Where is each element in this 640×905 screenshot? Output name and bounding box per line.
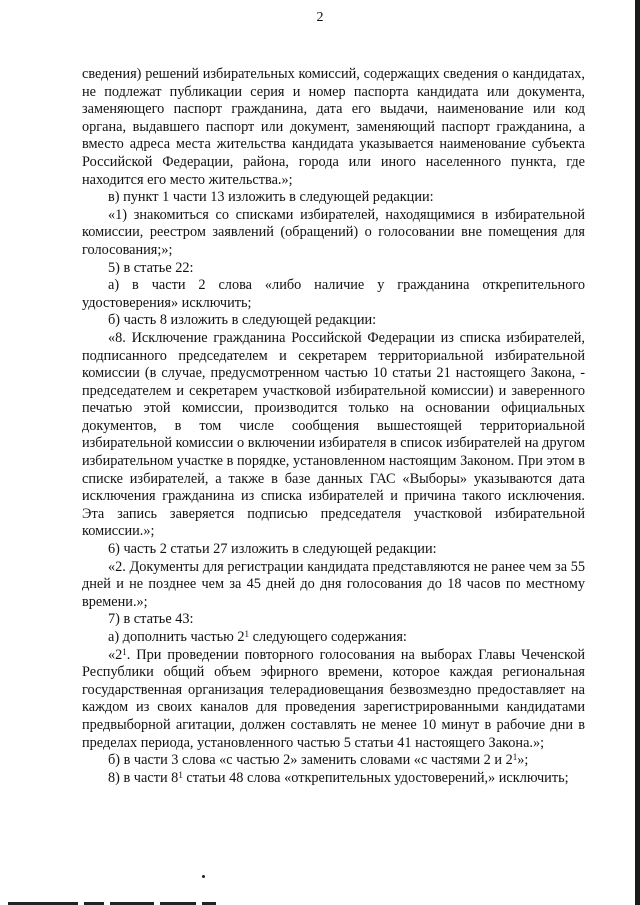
paragraph-text: «8. Исключение гражданина Российской Федерации из списка избирателей, подписанного председателем и секретарем территориальной избирательной комиссии (в случае, предусмотренном частью 10 статьи 21 настоящего Закона, - председателем и секретарем участковой избирательной комиссии) и заверенного печатью этой комиссии, производится только на основании официальных документов, в том числе сообщения вышестоящей территориальной избирательной комиссии о включении избирателя в список избирателей на другом избирательном участке в порядке, установленном настоящим Законом. При этом в списке избирателей, а также в базе данных ГАС «Выборы» указываются дата исключения гражданина из списка избирателей и причина такого исключения. Эта запись заверяется подписью председателя участковой избирательной комиссии.»;	[82, 329, 585, 540]
superscript: 1	[178, 769, 183, 780]
paragraph-text: б) в части 3 слова «с частью 2» заменить словами «с частями 2 и 2	[108, 752, 513, 769]
paragraph-text: 7) в статье 43:	[108, 611, 194, 628]
paragraph-text: «2. Документы для регистрации кандидата представляются не ранее чем за 55 дней и не позднее чем за 45 дней до дня голосования до 18 часов по местному времени.»;	[82, 558, 585, 610]
paragraph-p5	[82, 277, 585, 312]
paragraph-text: 5) в статье 22:	[108, 259, 194, 276]
paragraph-p10	[82, 611, 585, 629]
scan-speck	[202, 875, 205, 878]
page-number: 2	[316, 10, 324, 25]
paragraph-text: б) часть 8 изложить в следующей редакции:	[108, 312, 377, 329]
paragraph-text: «2	[108, 646, 123, 663]
paragraph-text: «1) знакомиться со списками избирателей, находящимися в избирательной комиссии, реестром заявлений (обращений) о голосовании вне помещения для голосования;»;	[82, 206, 585, 258]
paragraph-text: »;	[517, 752, 529, 769]
paragraph-text: в) пункт 1 части 13 изложить в следующей редакции:	[108, 189, 434, 206]
superscript: 1	[122, 646, 127, 657]
paragraph-p1	[82, 66, 585, 189]
paragraph-text: . При проведении повторного голосования на выборах Главы Чеченской Республики общий объем эфирного времени, которое каждая региональная государственная организация телерадиовещания безвозмездно предоставляет на каждом из своих каналов для проведения зарегистрированными кандидатами предвыборной агитации, должен составлять не менее 10 минут в рабочие дни в пределах периода, установленного частью 5 статьи 41 настоящего Закона.»;	[82, 646, 585, 751]
superscript: 1	[244, 629, 250, 639]
paragraph-text: а) в части 2 слова «либо наличие у гражданина открепительного удостоверения» исключить;	[82, 277, 585, 311]
scan-bottom-marks	[0, 901, 230, 905]
paragraph-p13	[82, 752, 585, 770]
paragraph-p6	[82, 312, 585, 330]
paragraph-text: а) дополнить частью 2	[108, 629, 245, 645]
paragraph-text: сведения) решений избирательных комиссий, содержащих сведения о кандидатах, не подлежат публикации серия и номер паспорта кандидата или документа, заменяющего паспорт гражданина, дата его выдачи, наименование или код органа, выдавшего паспорт или документ, заменяющий паспорт гражданина, а вместо адреса места жительства кандидата указывается наименование субъекта Российской Федерации, района, города или иного населенного пункта, где находится его место жительства.»;	[82, 66, 585, 188]
paragraph-p14	[82, 770, 585, 788]
paragraph-text: 6) часть 2 статьи 27 изложить в следующей редакции:	[108, 541, 437, 558]
paragraph-p7	[82, 330, 585, 541]
paragraph-text: 8) в части 8	[108, 769, 179, 786]
paragraph-text: следующего содержания:	[249, 629, 407, 645]
paragraph-p3	[82, 207, 585, 260]
paragraph-p4	[82, 260, 585, 278]
paragraph-p11	[82, 629, 585, 647]
superscript: 1	[512, 752, 518, 763]
scan-right-edge	[635, 0, 640, 905]
paragraph-p9	[82, 559, 585, 612]
paragraph-p12	[82, 647, 585, 753]
paragraph-p2	[82, 189, 585, 207]
paragraph-text: статьи 48 слова «открепительных удостоверений,» исключить;	[182, 769, 569, 786]
document-body	[82, 66, 585, 787]
paragraph-p8	[82, 541, 585, 559]
